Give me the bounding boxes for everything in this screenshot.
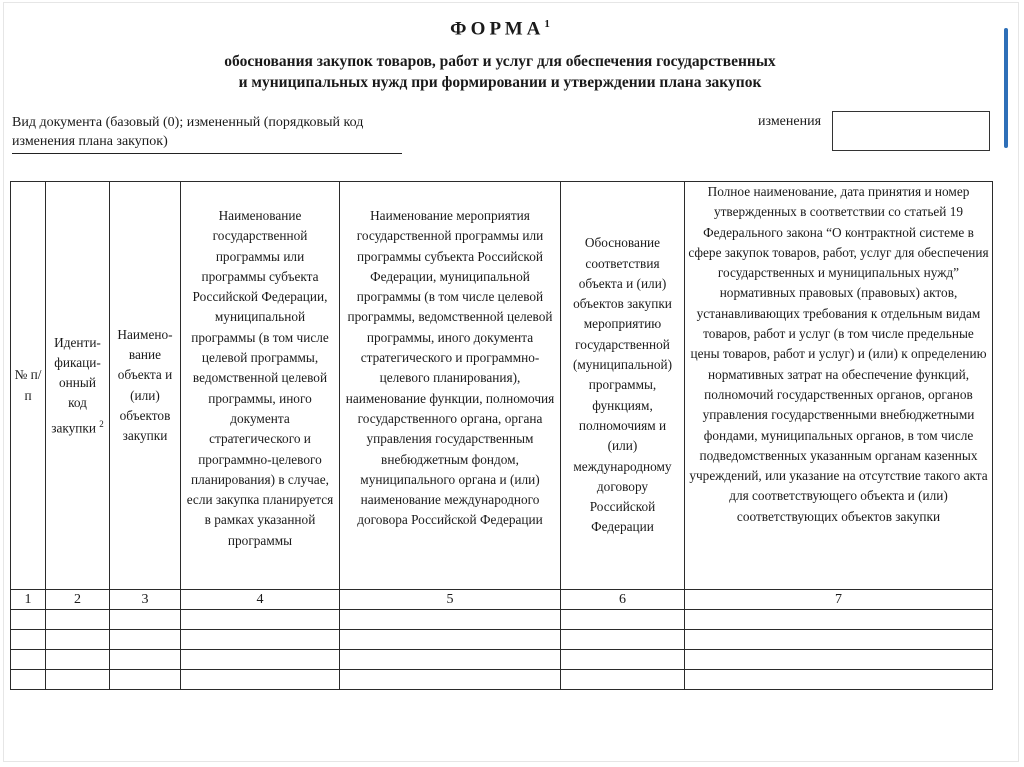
changes-input-box[interactable] — [832, 111, 990, 151]
form-title-text: ФОРМА — [450, 18, 545, 40]
table-cell[interactable] — [685, 630, 993, 650]
table-cell[interactable] — [685, 610, 993, 630]
table-row — [11, 650, 993, 670]
table-row — [11, 610, 993, 630]
table-cell[interactable] — [181, 610, 340, 630]
column-header-6: Обоснование соответствия объекта и (или) объектов закупки мероприятию государственной (муниципальной) программы, функциям, полномочиям и (или) международному договору Российской Федерации — [561, 182, 685, 590]
table-cell[interactable] — [110, 650, 181, 670]
column-header-7: Полное наименование, дата принятия и номер утвержденных в соответствии со статьей 19 Федерального закона “О контрактной системе в сфере закупок товаров, работ, услуг для обеспечения государственных и муниципальных нужд” нормативных правовых (правовых) актов, устанавливающих требования к отдельным видам товаров, работ и услуг (в том числе предельные цены товаров, работ и услуг) и (или) к определению нормативных затрат на обеспечение функций, полномочий государственных органов, органов управления государственными внебюджетными фондами, муниципальных органов, в том числе подведомственных указанным органам казенных учреждений, или указание на отсутствие такого акта для соответствующего объекта и (или) соответствующих объектов закупки — [685, 182, 993, 590]
table-header-row — [11, 182, 993, 590]
column-number-row — [11, 590, 993, 610]
table-cell[interactable] — [110, 670, 181, 690]
form-subtitle — [0, 51, 1000, 93]
table-cell[interactable] — [561, 650, 685, 670]
column-header-2-footnote: 2 — [99, 418, 104, 429]
table-cell[interactable] — [340, 630, 561, 650]
table-cell[interactable] — [340, 650, 561, 670]
column-number-2: 2 — [46, 590, 110, 610]
table-cell[interactable] — [11, 630, 46, 650]
table-cell[interactable] — [11, 650, 46, 670]
table-cell[interactable] — [181, 670, 340, 690]
column-number-6: 6 — [561, 590, 685, 610]
changes-label: изменения — [758, 114, 822, 129]
procurement-justification-table — [10, 181, 993, 690]
document-type-label: Вид документа (базовый (0); измененный (порядковый код изменения плана закупок) — [12, 113, 402, 154]
table-cell[interactable] — [561, 670, 685, 690]
table-cell[interactable] — [46, 610, 110, 630]
column-header-2-text: Иденти-фикаци-онный код закупки — [51, 334, 101, 436]
table-cell[interactable] — [340, 610, 561, 630]
table-cell[interactable] — [46, 630, 110, 650]
column-number-1: 1 — [11, 590, 46, 610]
column-number-3: 3 — [110, 590, 181, 610]
column-header-1: № п/п — [11, 182, 46, 590]
form-title-footnote: 1 — [544, 18, 550, 30]
table-cell[interactable] — [181, 650, 340, 670]
form-subtitle-line-1: обоснования закупок товаров, работ и услуг для обеспечения государственных — [224, 53, 776, 70]
table-cell[interactable] — [561, 610, 685, 630]
form-subtitle-line-2: и муниципальных нужд при формировании и утверждении плана закупок — [238, 74, 762, 91]
column-number-7: 7 — [685, 590, 993, 610]
table-cell[interactable] — [685, 650, 993, 670]
table-cell[interactable] — [46, 670, 110, 690]
table-row — [11, 630, 993, 650]
scroll-indicator — [1004, 28, 1008, 148]
column-header-5: Наименование мероприятия государственной программы или программы субъекта Российской Федерации, муниципальной программы (в том числе целевой программы, ведомственной целевой программы, иного документа стратегического и программно-целевого планирования), наименование функции, полномочия государственного органа, органа управления государственным внебюджетным фондом, муниципального органа и (или) наименование международного договора Российской Федерации — [340, 182, 561, 590]
form-title — [0, 18, 1000, 40]
table-cell[interactable] — [11, 610, 46, 630]
table-cell[interactable] — [110, 630, 181, 650]
table-cell[interactable] — [340, 670, 561, 690]
column-number-4: 4 — [181, 590, 340, 610]
table-cell[interactable] — [181, 630, 340, 650]
table-cell[interactable] — [685, 670, 993, 690]
table-row — [11, 670, 993, 690]
table-cell[interactable] — [110, 610, 181, 630]
column-number-5: 5 — [340, 590, 561, 610]
column-header-3: Наимено-вание объекта и (или) объектов закупки — [110, 182, 181, 590]
table-cell[interactable] — [46, 650, 110, 670]
column-header-2 — [46, 182, 110, 590]
table-cell[interactable] — [11, 670, 46, 690]
column-header-4: Наименование государственной программы или программы субъекта Российской Федерации, муниципальной программы (в том числе целевой программы, ведомственной целевой программы, иного документа стратегического и программно-целевого планирования) в случае, если закупка планируется в рамках указанной программы — [181, 182, 340, 590]
table-cell[interactable] — [561, 630, 685, 650]
